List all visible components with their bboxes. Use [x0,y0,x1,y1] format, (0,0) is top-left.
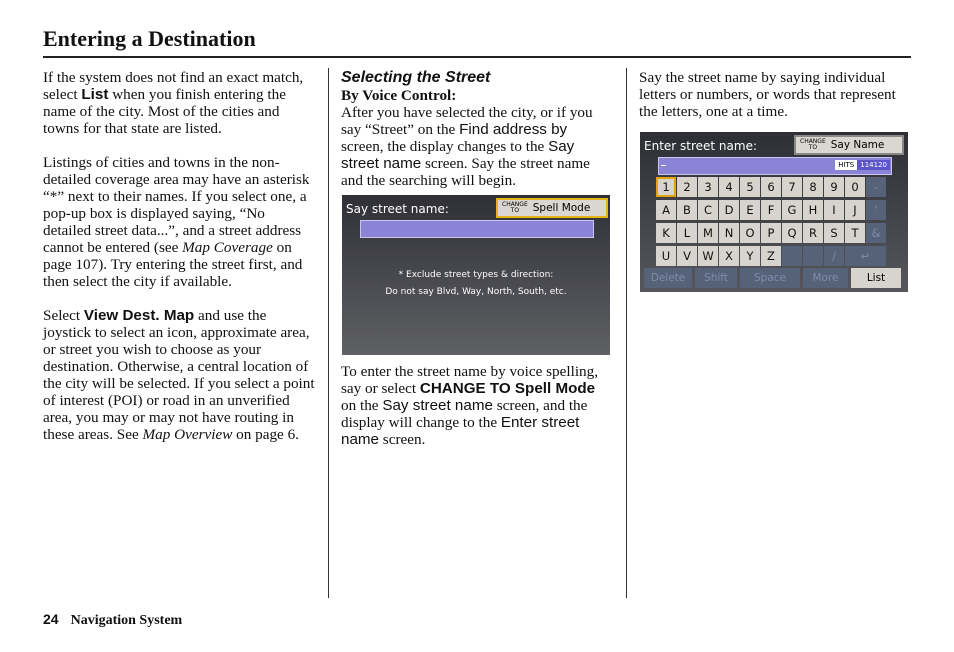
hits-value: 114120 [857,160,890,170]
key-q[interactable]: Q [782,223,802,243]
ui-term-enter-street-name: Enter street name [341,414,580,448]
reference-map-overview: Map Overview [142,426,233,443]
footer-section: Navigation System [70,613,183,628]
key-2[interactable]: 2 [677,177,697,197]
paragraph-view-dest-map [43,307,315,443]
key-b[interactable]: B [677,200,697,220]
key-0[interactable]: 0 [845,177,865,197]
text: Listings of cities and towns in the non-detailed coverage area may have an asterisk “*” next to their names. If you select one, a pop-up box is displayed saying, “No detailed street data...”, and a street address cannot be entered (see [43,154,310,256]
column-divider [328,68,329,598]
key-slash[interactable]: / [824,246,844,266]
say-street-name-screenshot [342,195,610,355]
keyboard [656,177,887,269]
keyboard-bottom-bar [644,268,904,288]
page-footer [43,611,182,629]
page-number: 24 [43,611,59,627]
key-g[interactable]: G [782,200,802,220]
key-o[interactable]: O [740,223,760,243]
key-row-u-z [656,246,887,268]
change-to-caption: CHANGE TO [502,201,528,214]
key-j[interactable]: J [845,200,865,220]
more-button[interactable]: More [803,268,848,288]
column-divider [626,68,627,598]
key-z[interactable]: Z [761,246,781,266]
key-3[interactable]: 3 [698,177,718,197]
key-row-a-j [656,200,887,222]
key-u[interactable]: U [656,246,676,266]
key-hyphen[interactable]: - [866,177,886,197]
hits-label: HITS [835,160,857,170]
ui-term-list: List [81,86,109,103]
screen-label: Say street name: [346,202,449,216]
key-d[interactable]: D [719,200,739,220]
key-6[interactable]: 6 [761,177,781,197]
text: on page 6. [232,426,299,443]
ui-term-change-to-spell-mode: CHANGE TO Spell Mode [419,380,596,397]
note-line-2: Do not say Blvd, Way, North, South, etc. [385,287,567,297]
subheading: By Voice Control: [341,87,457,104]
key-4[interactable]: 4 [719,177,739,197]
text: screen, and the display will change to the [341,397,588,431]
reference-map-coverage: Map Coverage [182,239,273,256]
key-s[interactable]: S [824,223,844,243]
paragraph-spelling: Say the street name by saying individual letters or numbers, or words that represent the letters, one at a time. [639,69,896,120]
key-n[interactable]: N [719,223,739,243]
button-label: Spell Mode [532,201,591,214]
key-7[interactable]: 7 [782,177,802,197]
ui-term-say-street-name: Say street name [382,397,493,414]
key-9[interactable]: 9 [824,177,844,197]
text: After you have selected the city, or if you say “Street” on the [341,104,593,138]
ui-term-find-address-by: Find address by [459,121,568,138]
text-cursor [661,165,666,166]
key-ampersand[interactable]: & [866,223,886,243]
text: when you finish entering the name of the city. Most of the cities and towns for that state are listed. [43,86,286,137]
title-rule [43,56,911,58]
text: Select [43,307,84,324]
key-y[interactable]: Y [740,246,760,266]
key-m[interactable]: M [698,223,718,243]
key-row-k-t [656,223,887,245]
ui-term-view-dest-map: View Dest. Map [83,307,195,324]
paragraph-voice-control [341,104,613,189]
ui-term-say-street-name: Say street name [341,138,575,172]
paragraph-not-found [43,69,315,137]
key-p[interactable]: P [761,223,781,243]
text: on page 107). Try entering the street first, and then select the city if available. [43,239,303,290]
column-1 [43,69,315,443]
text: screen. [379,431,426,448]
key-blank [803,246,823,266]
key-w[interactable]: W [698,246,718,266]
shift-button[interactable]: Shift [695,268,737,288]
change-to-say-name-button[interactable] [794,135,904,155]
key-r[interactable]: R [803,223,823,243]
key-apostrophe[interactable]: ' [866,200,886,220]
key-a[interactable]: A [656,200,676,220]
button-label: Say Name [830,138,885,151]
key-v[interactable]: V [677,246,697,266]
key-c[interactable]: C [698,200,718,220]
hits-counter [835,160,890,170]
section-heading: Selecting the Street [341,69,491,86]
change-to-caption: CHANGE TO [800,138,826,151]
key-row-numbers [656,177,887,199]
space-button[interactable]: Space [740,268,800,288]
key-l[interactable]: L [677,223,697,243]
list-button[interactable]: List [851,268,901,288]
column-2 [341,69,613,448]
key-e[interactable]: E [740,200,760,220]
paragraph-asterisk [43,154,315,290]
key-f[interactable]: F [761,200,781,220]
text: screen, the display changes to the [341,138,549,155]
key-x[interactable]: X [719,246,739,266]
change-to-spell-mode-button[interactable] [496,198,608,218]
text: If the system does not find an exact match, select [43,69,304,103]
key-i[interactable]: I [824,200,844,220]
key-5[interactable]: 5 [740,177,760,197]
text: To enter the street name by voice spelling, say or select [341,363,599,397]
column-3 [639,69,911,292]
key-8[interactable]: 8 [803,177,823,197]
voice-note [342,267,610,301]
text: and use the joystick to select an icon, approximate area, or street you wish to choose as your destination. Otherwise, a central location of the city will be selected. If you select a point of interest (POI) or road in an unverified area, you may or may not have routing in these areas. See [43,307,315,443]
enter-street-name-screenshot [640,132,908,292]
screen-label: Enter street name: [644,139,758,153]
text: on the [341,397,383,414]
key-h[interactable]: H [803,200,823,220]
key-k[interactable]: K [656,223,676,243]
note-line-1: * Exclude street types & direction: [398,270,554,280]
delete-button[interactable]: Delete [644,268,692,288]
key-blank [782,246,802,266]
paragraph-spell-mode [341,363,613,448]
text: screen. Say the street name and the searching will begin. [341,155,590,189]
enter-key-icon[interactable]: ↵ [845,246,886,266]
street-name-field [360,220,594,238]
page-title: Entering a Destination [43,26,256,51]
key-t[interactable]: T [845,223,865,243]
key-1[interactable]: 1 [656,177,676,197]
